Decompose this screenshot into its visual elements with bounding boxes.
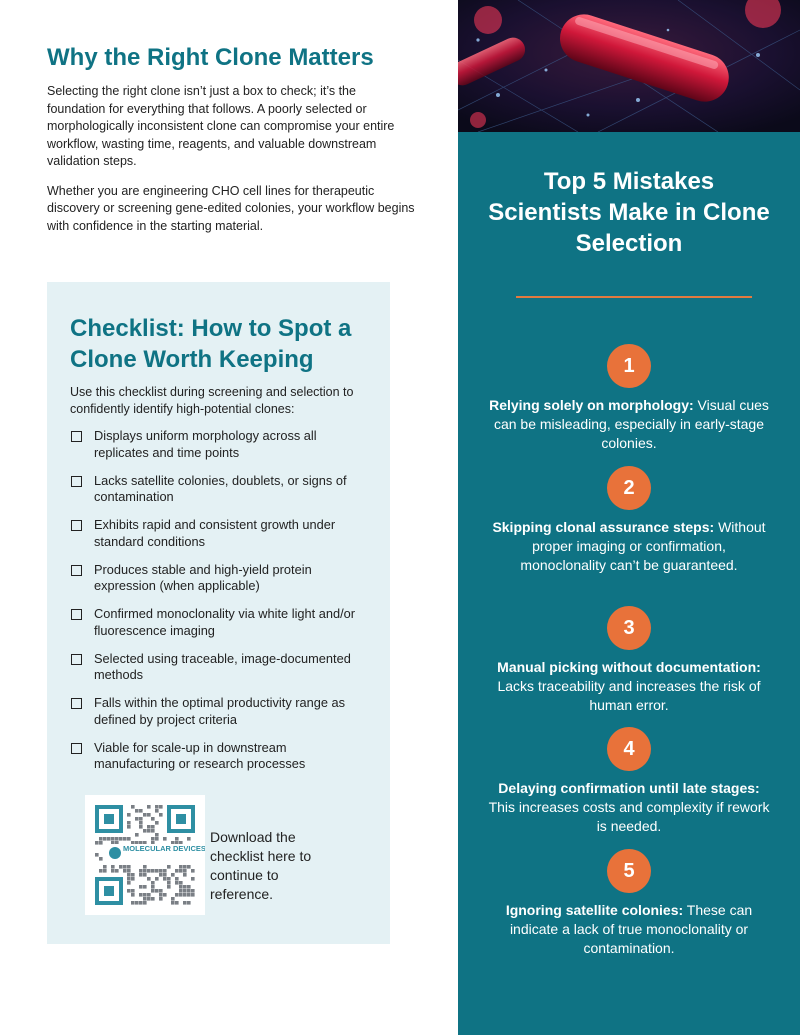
mistake-heading: Manual picking without documentation: bbox=[497, 659, 761, 675]
mistake-text bbox=[488, 396, 770, 453]
qr-caption: Download the checklist here to continue to reference. bbox=[210, 829, 312, 902]
intro-paragraph-2: Whether you are engineering CHO cell lines for therapeutic discovery or screening gene-edited colonies, your workflow begins with confidence in the starting material. bbox=[47, 183, 415, 233]
mistake-heading: Delaying confirmation until late stages: bbox=[498, 780, 760, 796]
qr-code[interactable] bbox=[85, 795, 205, 915]
checklist-item-text: Selected using traceable, image-documented methods bbox=[94, 650, 351, 682]
checkbox-icon bbox=[71, 431, 82, 442]
number-badge: 1 bbox=[607, 344, 651, 388]
mistake-heading: Ignoring satellite colonies: bbox=[505, 902, 684, 918]
checkbox-icon bbox=[71, 743, 82, 754]
checklist-item-text: Lacks satellite colonies, doublets, or signs of contamination bbox=[94, 472, 347, 504]
mistake-description: Visual cues can be misleading, especially in early-stage colonies. bbox=[493, 397, 769, 451]
mistake-item-5 bbox=[488, 849, 770, 958]
checklist-item-text: Exhibits rapid and consistent growth under standard conditions bbox=[94, 517, 336, 549]
checklist-item bbox=[70, 517, 370, 562]
checkbox-icon bbox=[71, 698, 82, 709]
checklist-intro: Use this checklist during screening and selection to confidently identify high-potential clones: bbox=[70, 385, 354, 416]
qr-logo-text: MOLECULAR DEVICES bbox=[123, 844, 205, 853]
mistakes-title: Top 5 Mistakes Scientists Make in Clone Selection bbox=[488, 168, 770, 257]
checklist bbox=[70, 428, 370, 784]
mistake-description: This increases costs and complexity if rework is needed. bbox=[488, 799, 770, 834]
checklist-item-text: Confirmed monoclonality via white light and/or fluorescence imaging bbox=[94, 606, 356, 638]
checklist-item bbox=[70, 562, 370, 607]
mistake-description: These can indicate a lack of true monoclonality or contamination. bbox=[509, 902, 753, 956]
checklist-item-text: Produces stable and high-yield protein expression (when applicable) bbox=[94, 561, 312, 593]
checkbox-icon bbox=[71, 520, 82, 531]
capsule-image-icon bbox=[458, 0, 800, 132]
checklist-panel bbox=[47, 282, 390, 944]
checkbox-icon bbox=[71, 476, 82, 487]
mistake-item-1 bbox=[488, 344, 770, 453]
intro-text bbox=[47, 83, 417, 247]
mistake-item-4 bbox=[488, 727, 770, 836]
checklist-item bbox=[70, 473, 370, 518]
mistake-item-3 bbox=[488, 606, 770, 715]
checklist-item bbox=[70, 606, 370, 651]
mistake-text bbox=[488, 518, 770, 575]
checklist-item-text: Falls within the optimal productivity range as defined by project criteria bbox=[94, 695, 346, 727]
checklist-title: Checklist: How to Spot a Clone Worth Keeping bbox=[70, 315, 352, 373]
mistake-item-2 bbox=[488, 466, 770, 575]
checklist-item-text: Viable for scale-up in downstream manufacturing or research processes bbox=[94, 739, 306, 771]
number-badge: 2 bbox=[607, 466, 651, 510]
checklist-item bbox=[70, 651, 370, 696]
checkbox-icon bbox=[71, 565, 82, 576]
mistake-description: Lacks traceability and increases the risk of human error. bbox=[497, 678, 761, 713]
mistake-text bbox=[488, 658, 770, 715]
mistake-heading: Skipping clonal assurance steps: bbox=[492, 519, 715, 535]
checklist-item bbox=[70, 428, 370, 473]
number-badge: 3 bbox=[607, 606, 651, 650]
checkbox-icon bbox=[71, 609, 82, 620]
qr-code-icon bbox=[85, 795, 205, 915]
checklist-item bbox=[70, 695, 370, 740]
number-badge: 4 bbox=[607, 727, 651, 771]
title-divider bbox=[516, 296, 752, 298]
intro-paragraph-1: Selecting the right clone isn’t just a box to check; it’s the foundation for everything that follows. A poorly selected or morphologically inconsistent clone can compromise your entire workflow, wasting time, reagents, and valuable downstream validation steps. bbox=[47, 84, 395, 168]
checkbox-icon bbox=[71, 654, 82, 665]
mistake-text bbox=[488, 901, 770, 958]
checklist-item-text: Displays uniform morphology across all replicates and time points bbox=[94, 428, 317, 460]
section-heading: Why the Right Clone Matters bbox=[47, 44, 374, 71]
right-panel bbox=[458, 0, 800, 1035]
mistake-text bbox=[488, 779, 770, 836]
number-badge: 5 bbox=[607, 849, 651, 893]
hero-image bbox=[458, 0, 800, 132]
mistake-description: Without proper imaging or confirmation, monoclonality can’t be guaranteed. bbox=[520, 519, 766, 573]
mistake-heading: Relying solely on morphology: bbox=[489, 397, 694, 413]
checklist-item bbox=[70, 740, 370, 785]
